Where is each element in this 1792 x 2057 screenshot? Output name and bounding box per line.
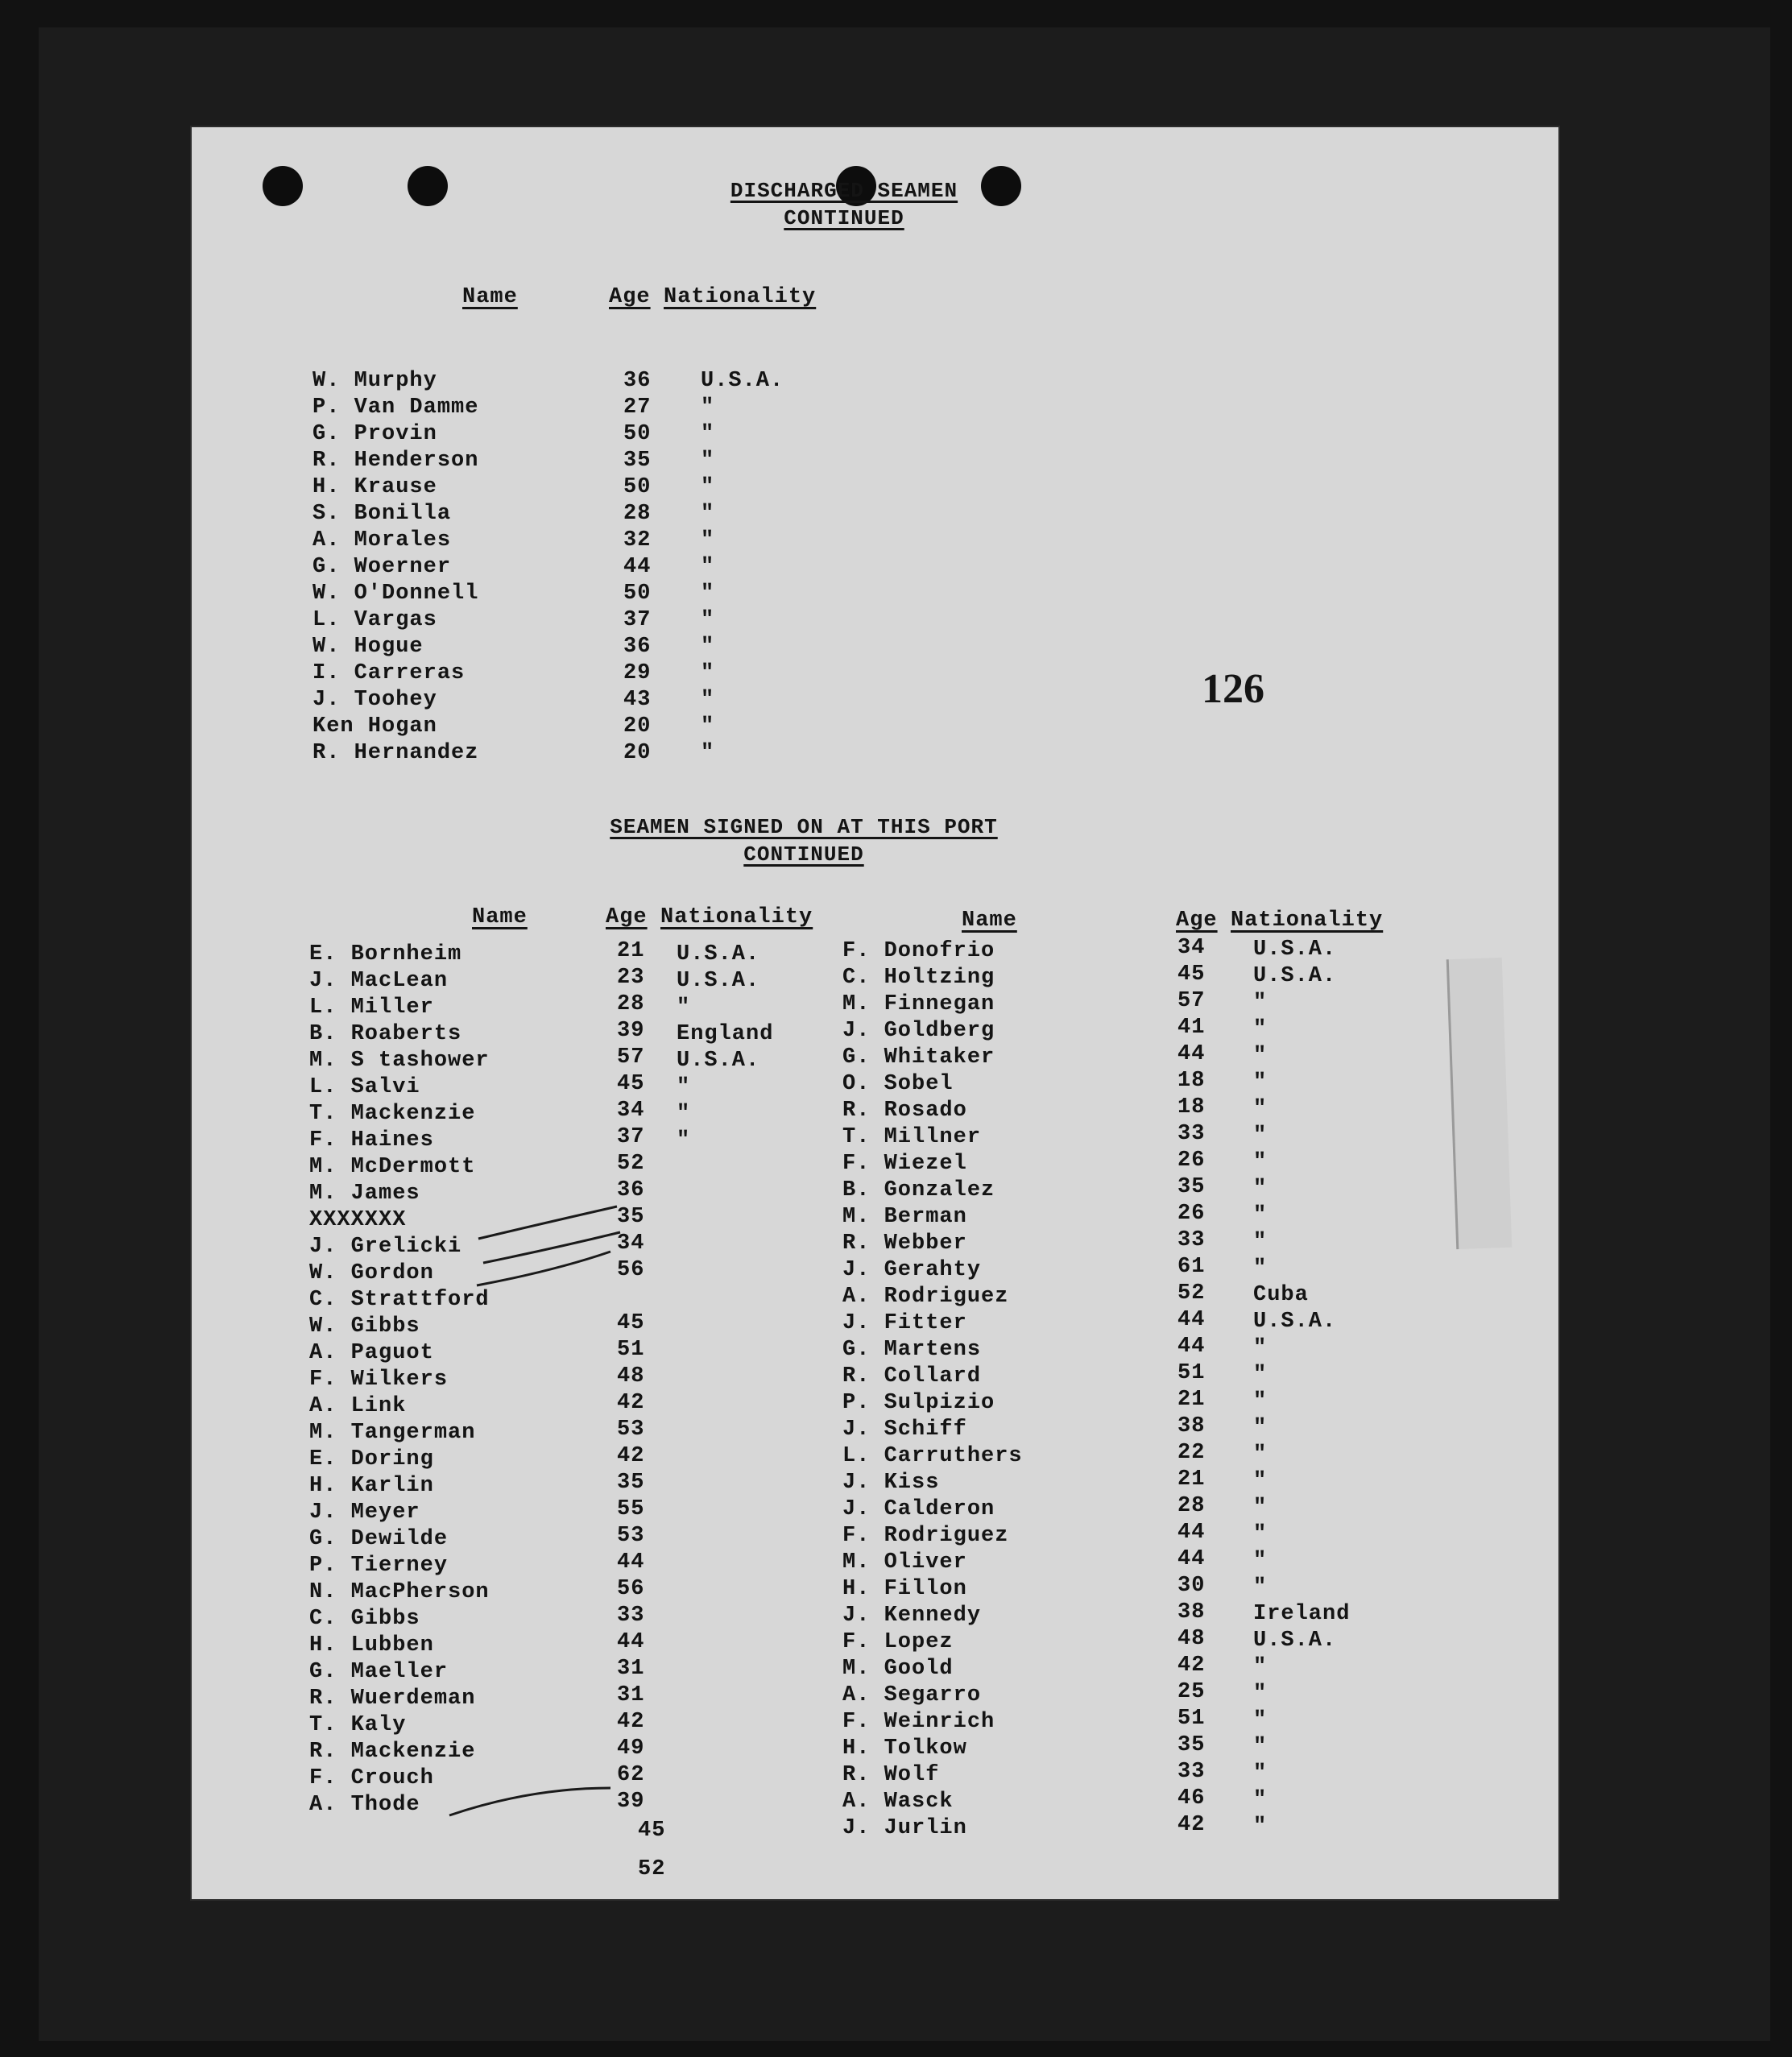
seaman-age: 51: [1177, 1361, 1206, 1385]
seaman-nationality: ": [1253, 1177, 1268, 1201]
seaman-age: 45: [617, 1072, 645, 1096]
seaman-age: 62: [617, 1763, 645, 1787]
seaman-nationality: ": [1253, 1230, 1268, 1254]
pen-line: [483, 1232, 620, 1263]
seaman-name: J. Jurlin: [842, 1816, 967, 1840]
seaman-name: B. Roaberts: [309, 1022, 462, 1046]
seaman-name: R. Webber: [842, 1231, 967, 1256]
seaman-nationality: ": [1253, 1044, 1268, 1068]
seaman-nationality: ": [701, 449, 715, 473]
handwritten-total: 52: [638, 1857, 666, 1881]
seaman-nationality: England: [677, 1022, 774, 1046]
seaman-name: M. McDermott: [309, 1155, 476, 1179]
seaman-age: 57: [617, 1045, 645, 1070]
seaman-age: 42: [1177, 1813, 1206, 1837]
seaman-age: 49: [617, 1736, 645, 1761]
seaman-age: 33: [1177, 1228, 1206, 1252]
seaman-name: T. Mackenzie: [309, 1102, 476, 1126]
seaman-age: 31: [617, 1657, 645, 1681]
seaman-name: J. MacLean: [309, 969, 449, 993]
seaman-nationality: Ireland: [1253, 1602, 1351, 1626]
seaman-nationality: ": [1253, 1682, 1268, 1706]
seaman-nationality: ": [1253, 1124, 1268, 1148]
seaman-age: 20: [623, 741, 652, 765]
seaman-age: 28: [1177, 1494, 1206, 1518]
document-page: [192, 127, 1558, 1899]
seaman-nationality: U.S.A.: [1253, 937, 1337, 962]
seaman-name: N. MacPherson: [309, 1580, 490, 1604]
seaman-name: L. Miller: [309, 995, 434, 1020]
seaman-name: W. Gordon: [309, 1261, 434, 1285]
seaman-nationality: U.S.A.: [701, 369, 784, 393]
seaman-name: J. Grelicki: [309, 1235, 462, 1259]
seaman-age: 61: [1177, 1255, 1206, 1279]
right-header-name: Name: [962, 908, 1017, 933]
seaman-age: 18: [1177, 1069, 1206, 1093]
seaman-nationality: Cuba: [1253, 1283, 1309, 1307]
seaman-age: 50: [623, 582, 652, 606]
seaman-age: 36: [617, 1178, 645, 1202]
seaman-age: 51: [617, 1338, 645, 1362]
seaman-age: 35: [623, 449, 652, 473]
seaman-name: I. Carreras: [312, 661, 466, 685]
seaman-nationality: ": [1253, 1788, 1268, 1812]
seaman-age: 34: [617, 1231, 645, 1256]
seaman-name: F. Crouch: [309, 1766, 434, 1790]
seaman-age: 45: [1177, 962, 1206, 987]
seaman-age: 53: [617, 1418, 645, 1442]
seaman-age: 36: [623, 369, 652, 393]
right-header-nationality: Nationality: [1231, 908, 1384, 933]
seaman-name: R. Wolf: [842, 1763, 940, 1787]
seaman-nationality: ": [1253, 1203, 1268, 1227]
seaman-name: J. Kiss: [842, 1471, 940, 1495]
seaman-nationality: ": [1253, 1522, 1268, 1546]
seaman-name: G. Dewilde: [309, 1527, 449, 1551]
seaman-name: L. Carruthers: [842, 1444, 1023, 1468]
seaman-age: 29: [623, 661, 652, 685]
seaman-age: 33: [617, 1604, 645, 1628]
seaman-name: H. Tolkow: [842, 1736, 967, 1761]
seaman-age: 51: [1177, 1707, 1206, 1731]
seaman-nationality: ": [701, 555, 715, 579]
signed-on-title: SEAMEN SIGNED ON AT THIS PORT CONTINUED: [610, 815, 998, 867]
seaman-name: L. Salvi: [309, 1075, 420, 1099]
seaman-nationality: ": [677, 1128, 691, 1153]
seaman-name: C. Holtzing: [842, 966, 995, 990]
seaman-name: J. Toohey: [312, 688, 437, 712]
seaman-nationality: U.S.A.: [677, 942, 760, 966]
seaman-age: 26: [1177, 1149, 1206, 1173]
seaman-name: A. Morales: [312, 528, 452, 553]
seaman-nationality: ": [1253, 1363, 1268, 1387]
seaman-name: M. Berman: [842, 1205, 967, 1229]
seaman-name: A. Paguot: [309, 1341, 434, 1365]
seaman-age: 21: [1177, 1388, 1206, 1412]
discharged-header-name: Name: [462, 285, 518, 309]
seaman-nationality: ": [677, 1102, 691, 1126]
seaman-nationality: ": [1253, 1416, 1268, 1440]
seaman-nationality: ": [1253, 1017, 1268, 1041]
seaman-age: 23: [617, 966, 645, 990]
seaman-age: 56: [617, 1577, 645, 1601]
seaman-nationality: ": [1253, 1336, 1268, 1360]
seaman-age: 37: [623, 608, 652, 632]
seaman-nationality: U.S.A.: [1253, 964, 1337, 988]
seaman-name: B. Gonzalez: [842, 1178, 995, 1202]
pen-line: [478, 1206, 617, 1239]
seaman-name: XXXXXXX: [309, 1208, 407, 1232]
seaman-nationality: ": [1253, 1496, 1268, 1520]
seaman-name: C. Strattford: [309, 1288, 490, 1312]
seaman-age: 33: [1177, 1122, 1206, 1146]
seaman-age: 53: [617, 1524, 645, 1548]
seaman-nationality: ": [701, 475, 715, 499]
seaman-nationality: ": [1253, 991, 1268, 1015]
seaman-age: 42: [617, 1444, 645, 1468]
seaman-name: M. S tashower: [309, 1049, 490, 1073]
seaman-nationality: ": [1253, 1389, 1268, 1413]
seaman-nationality: ": [1253, 1070, 1268, 1095]
seaman-nationality: ": [701, 714, 715, 739]
seaman-name: W. Murphy: [312, 369, 437, 393]
seaman-age: 31: [617, 1683, 645, 1707]
seaman-age: 56: [617, 1258, 645, 1282]
seaman-name: W. Hogue: [312, 635, 424, 659]
discharged-header-age: Age: [609, 285, 651, 309]
seaman-name: G. Provin: [312, 422, 437, 446]
pen-line: [477, 1252, 610, 1285]
paper-tab: [1446, 958, 1513, 1249]
seaman-name: A. Wasck: [842, 1790, 954, 1814]
seaman-name: R. Henderson: [312, 449, 479, 473]
seaman-age: 50: [623, 475, 652, 499]
seaman-name: H. Lubben: [309, 1633, 434, 1658]
seaman-nationality: ": [701, 422, 715, 446]
seaman-age: 44: [1177, 1547, 1206, 1571]
seaman-age: 44: [1177, 1335, 1206, 1359]
seaman-nationality: ": [1253, 1097, 1268, 1121]
seaman-nationality: ": [1253, 1256, 1268, 1281]
seaman-name: F. Haines: [309, 1128, 434, 1153]
left-header-nationality: Nationality: [660, 905, 813, 929]
seaman-age: 44: [617, 1550, 645, 1575]
seaman-age: 35: [617, 1471, 645, 1495]
seaman-name: M. Tangerman: [309, 1421, 476, 1445]
seaman-nationality: ": [1253, 1708, 1268, 1732]
right-header-age: Age: [1176, 908, 1218, 933]
seaman-age: 34: [1177, 936, 1206, 960]
seaman-nationality: ": [677, 995, 691, 1020]
seaman-age: 18: [1177, 1095, 1206, 1120]
seaman-age: 25: [1177, 1680, 1206, 1704]
seaman-age: 46: [1177, 1786, 1206, 1811]
seaman-nationality: ": [1253, 1549, 1268, 1573]
seaman-name: T. Millner: [842, 1125, 982, 1149]
seaman-age: 20: [623, 714, 652, 739]
seaman-age: 26: [1177, 1202, 1206, 1226]
seaman-age: 28: [623, 502, 652, 526]
seaman-nationality: ": [1253, 1815, 1268, 1839]
seaman-name: F. Rodriguez: [842, 1524, 1009, 1548]
seaman-nationality: U.S.A.: [677, 969, 760, 993]
seaman-age: 42: [617, 1710, 645, 1734]
seaman-name: F. Wilkers: [309, 1368, 449, 1392]
seaman-age: 38: [1177, 1414, 1206, 1438]
seaman-nationality: ": [1253, 1150, 1268, 1174]
seaman-name: F. Lopez: [842, 1630, 954, 1654]
seaman-age: 44: [1177, 1521, 1206, 1545]
seaman-name: H. Fillon: [842, 1577, 967, 1601]
seaman-name: A. Thode: [309, 1793, 420, 1817]
seaman-name: J. Fitter: [842, 1311, 967, 1335]
seaman-age: 52: [617, 1152, 645, 1176]
seaman-nationality: U.S.A.: [677, 1049, 760, 1073]
seaman-name: C. Gibbs: [309, 1607, 420, 1631]
seaman-age: 34: [617, 1099, 645, 1123]
seaman-age: 35: [1177, 1733, 1206, 1757]
seaman-age: 32: [623, 528, 652, 553]
seaman-age: 39: [617, 1790, 645, 1814]
seaman-name: M. Goold: [842, 1657, 954, 1681]
seaman-age: 37: [617, 1125, 645, 1149]
seaman-age: 27: [623, 395, 652, 420]
seaman-name: M. James: [309, 1182, 420, 1206]
seaman-name: M. Finnegan: [842, 992, 995, 1016]
pen-line: [449, 1788, 610, 1815]
seaman-name: G. Martens: [842, 1338, 982, 1362]
seaman-name: J. Calderon: [842, 1497, 995, 1521]
seaman-name: P. Sulpizio: [842, 1391, 995, 1415]
seaman-name: G. Maeller: [309, 1660, 449, 1684]
seaman-nationality: ": [701, 395, 715, 420]
seaman-name: R. Hernandez: [312, 741, 479, 765]
seaman-name: R. Wuerdeman: [309, 1687, 476, 1711]
seaman-name: E. Doring: [309, 1447, 434, 1471]
seaman-nationality: ": [1253, 1575, 1268, 1600]
seaman-age: 42: [1177, 1653, 1206, 1678]
seaman-age: 55: [617, 1497, 645, 1521]
seaman-nationality: U.S.A.: [1253, 1629, 1337, 1653]
seaman-name: A. Rodriguez: [842, 1285, 1009, 1309]
seaman-age: 22: [1177, 1441, 1206, 1465]
seaman-name: O. Sobel: [842, 1072, 954, 1096]
seaman-name: L. Vargas: [312, 608, 437, 632]
left-header-age: Age: [606, 905, 648, 929]
seaman-age: 35: [617, 1205, 645, 1229]
seaman-age: 52: [1177, 1281, 1206, 1306]
seaman-name: J. Kennedy: [842, 1604, 982, 1628]
left-header-name: Name: [472, 905, 528, 929]
seaman-name: F. Donofrio: [842, 939, 995, 963]
seaman-name: F. Weinrich: [842, 1710, 995, 1734]
seaman-name: E. Bornheim: [309, 942, 462, 966]
seaman-name: R. Rosado: [842, 1099, 967, 1123]
seaman-nationality: ": [701, 661, 715, 685]
seaman-age: 21: [1177, 1467, 1206, 1492]
seaman-age: 33: [1177, 1760, 1206, 1784]
seaman-name: H. Krause: [312, 475, 437, 499]
seaman-age: 44: [1177, 1308, 1206, 1332]
seaman-age: 57: [1177, 989, 1206, 1013]
handwritten-marks: [192, 127, 1558, 1899]
seaman-name: H. Karlin: [309, 1474, 434, 1498]
seaman-age: 39: [617, 1019, 645, 1043]
seaman-nationality: ": [701, 741, 715, 765]
seaman-name: Ken Hogan: [312, 714, 437, 739]
seaman-age: 38: [1177, 1600, 1206, 1624]
seaman-age: 45: [617, 1311, 645, 1335]
seaman-name: W. Gibbs: [309, 1314, 420, 1339]
seaman-name: T. Kaly: [309, 1713, 407, 1737]
seaman-age: 44: [1177, 1042, 1206, 1066]
seaman-name: R. Mackenzie: [309, 1740, 476, 1764]
seaman-age: 50: [623, 422, 652, 446]
seaman-nationality: ": [701, 688, 715, 712]
discharged-title: DISCHARGED SEAMEN CONTINUED: [730, 179, 958, 230]
handwritten-total: 45: [638, 1819, 666, 1843]
seaman-age: 43: [623, 688, 652, 712]
seaman-nationality: ": [1253, 1469, 1268, 1493]
page-number: 126: [1202, 666, 1264, 712]
seaman-nationality: ": [701, 635, 715, 659]
seaman-age: 44: [617, 1630, 645, 1654]
seaman-nationality: ": [1253, 1735, 1268, 1759]
seaman-name: P. Tierney: [309, 1554, 449, 1578]
seaman-nationality: ": [701, 502, 715, 526]
seaman-nationality: ": [701, 608, 715, 632]
seaman-nationality: ": [677, 1075, 691, 1099]
seaman-name: J. Meyer: [309, 1500, 420, 1525]
seaman-age: 28: [617, 992, 645, 1016]
seaman-name: J. Schiff: [842, 1418, 967, 1442]
seaman-name: P. Van Damme: [312, 395, 479, 420]
seaman-nationality: U.S.A.: [1253, 1310, 1337, 1334]
seaman-name: A. Link: [309, 1394, 407, 1418]
seaman-age: 36: [623, 635, 652, 659]
seaman-name: J. Gerahty: [842, 1258, 982, 1282]
seaman-nationality: ": [701, 528, 715, 553]
seaman-nationality: ": [1253, 1761, 1268, 1786]
seaman-nationality: ": [1253, 1442, 1268, 1467]
seaman-name: J. Goldberg: [842, 1019, 995, 1043]
seaman-name: S. Bonilla: [312, 502, 452, 526]
seaman-age: 30: [1177, 1574, 1206, 1598]
seaman-name: W. O'Donnell: [312, 582, 479, 606]
seaman-name: F. Wiezel: [842, 1152, 967, 1176]
seaman-name: G. Whitaker: [842, 1045, 995, 1070]
seaman-age: 48: [617, 1364, 645, 1389]
seaman-name: A. Segarro: [842, 1683, 982, 1707]
seaman-name: M. Oliver: [842, 1550, 967, 1575]
seaman-age: 44: [623, 555, 652, 579]
seaman-nationality: ": [1253, 1655, 1268, 1679]
seaman-nationality: ": [701, 582, 715, 606]
seaman-age: 42: [617, 1391, 645, 1415]
discharged-header-nationality: Nationality: [664, 285, 817, 309]
seaman-age: 48: [1177, 1627, 1206, 1651]
seaman-age: 21: [617, 939, 645, 963]
seaman-age: 35: [1177, 1175, 1206, 1199]
seaman-name: R. Collard: [842, 1364, 982, 1389]
seaman-age: 41: [1177, 1016, 1206, 1040]
seaman-name: G. Woerner: [312, 555, 452, 579]
